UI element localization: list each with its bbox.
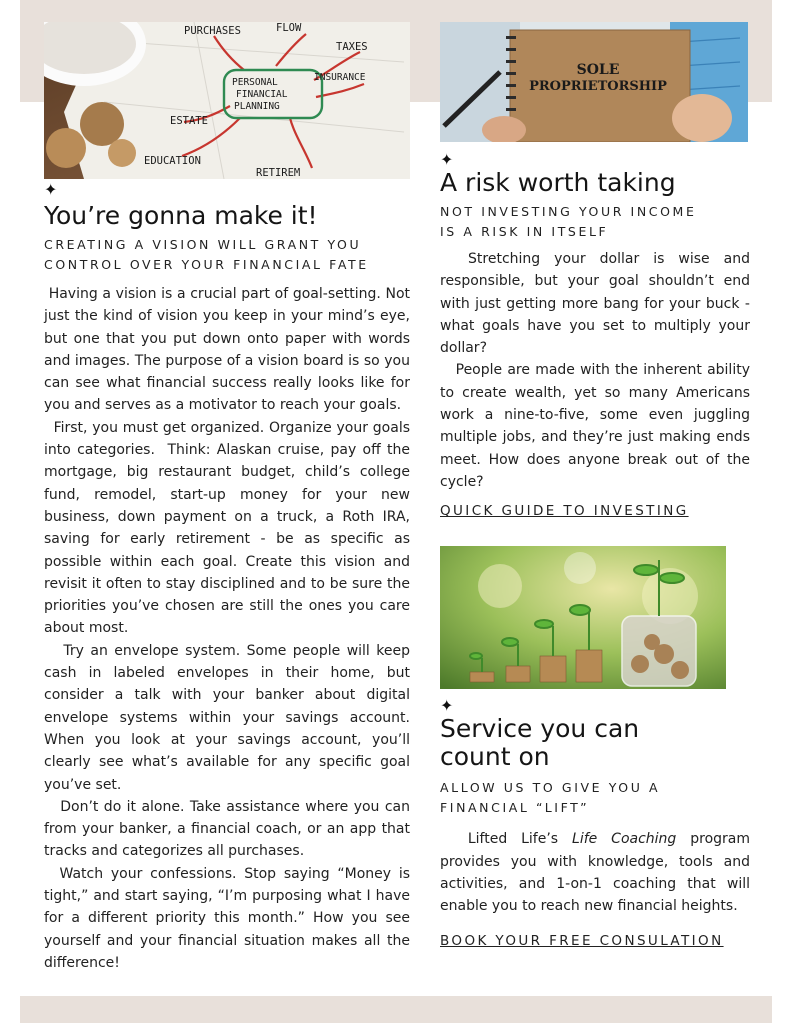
bottom-decorative-band — [20, 996, 772, 1023]
right-bottom-subtitle — [440, 778, 750, 818]
notebook-text-line-1: SOLE — [576, 62, 620, 78]
right-top-subtitle-line-2: IS A RISK IN ITSELF — [440, 224, 609, 239]
left-paragraph-4: Don’t do it alone. Take assistance where you can from your banker, a financial coach, or an app that tracks and categorizes all purchases. — [44, 798, 415, 860]
left-paragraph-1: Having a vision is a crucial part of goal-setting. Not just the kind of vision you keep in your mind’s eye, but one that you put down onto paper with words and images. The purpose of a vision board is so you can see what financial success really looks like for you and serves as a motivator to reach your goals. — [44, 286, 415, 414]
sparkle-icon: ✦ — [440, 696, 454, 716]
notebook-illustration — [440, 22, 748, 142]
sketch-word-purchases: PURCHASES — [184, 25, 241, 37]
right-bottom-headline — [440, 715, 750, 771]
left-paragraph-2: First, you must get organized. Organize your goals into categories. Think: Alaskan cruise, pay off the mortgage, big restaurant budget, child’s college fund, remodel, start-up money for your new business, down payment on a truck, a Roth IRA, saving for early retirement - be as specific as possible within each goal. Create this vision and revisit it often to stay disciplined and to be sure the priorities you’ve chosen are still the ones you care about most. — [44, 419, 415, 637]
right-bottom-body — [440, 828, 755, 917]
right-bottom-subtitle-line-1: ALLOW US TO GIVE YOU A — [440, 780, 661, 796]
financial-planning-photo — [44, 22, 410, 179]
right-top-headline: A risk worth taking — [440, 168, 676, 197]
sketch-word-personal: PERSONAL — [232, 77, 278, 88]
right-top-subtitle-line-1: NOT INVESTING YOUR INCOME — [440, 204, 697, 219]
sketch-word-taxes: TAXES — [336, 41, 368, 53]
right-top-paragraph-2: People are made with the inherent ability to create wealth, yet so many Americans work a nine-to-five, some even juggling multiple jobs, and they’re just making ends meet. How does anyone break out of the cycle? — [440, 362, 755, 490]
left-headline: You’re gonna make it! — [44, 201, 318, 230]
left-column — [44, 22, 415, 974]
right-bottom-paragraph-post: program provides you with knowledge, tools and activities, and 1-on-1 coaching that will enable you to reach new financial heights. — [440, 831, 755, 915]
book-free-consultation-link[interactable]: BOOK YOUR FREE CONSULATION — [440, 933, 724, 950]
left-paragraph-5: Watch your confessions. Stop saying “Money is tight,” and start saying, “I’m purposing what I have for a different priority this month.” How you see yourself and your financial situation makes all the difference! — [44, 865, 415, 971]
left-paragraph-3: Try an envelope system. Some people will keep cash in labeled envelopes in their home, but consider a talk with your banker about digital envelope systems within your savings account. When you look at your savings account, you’ll clearly see what’s available for any specific goal you’ve set. — [44, 642, 415, 793]
sketch-word-education: EDUCATION — [144, 155, 201, 167]
right-bottom-subtitle-line-2: FINANCIAL “LIFT” — [440, 800, 590, 816]
right-bottom-paragraph — [440, 828, 755, 917]
right-bottom-headline-line-2: count on — [440, 742, 550, 772]
right-bottom-paragraph-pre: Lifted Life’s — [440, 831, 573, 848]
left-subtitle-line-1: CREATING A VISION WILL GRANT YOU — [44, 237, 362, 252]
sketch-word-planning: PLANNING — [234, 101, 280, 112]
sketch-word-insurance: INSURANCE — [314, 72, 366, 83]
left-subtitle-line-2: CONTROL OVER YOUR FINANCIAL FATE — [44, 257, 369, 272]
sketch-word-financial: FINANCIAL — [236, 89, 288, 100]
sparkle-icon: ✦ — [440, 150, 454, 169]
sparkle-icon: ✦ — [44, 180, 58, 199]
sketch-word-flow: FLOW — [276, 22, 302, 34]
right-top-body — [440, 248, 755, 493]
sketch-word-estate: ESTATE — [170, 115, 208, 127]
right-bottom-headline-line-1: Service you can — [440, 714, 640, 744]
sole-proprietorship-photo — [440, 22, 748, 142]
left-subtitle — [44, 235, 410, 275]
life-coaching-term: Life Coaching — [572, 831, 677, 848]
sketch-word-retirement: RETIREM — [256, 167, 301, 179]
financial-planning-illustration — [44, 22, 410, 179]
right-top-subtitle — [440, 202, 750, 242]
coins-plants-illustration — [440, 546, 726, 689]
coin-growth-photo — [440, 546, 726, 689]
notebook-text-line-2: PROPRIETORSHIP — [529, 79, 667, 94]
left-body — [44, 283, 415, 974]
right-column — [440, 22, 755, 950]
right-top-paragraph-1: Stretching your dollar is wise and responsible, but your goal shouldn’t end with just getting more bang for your buck - what goals have you set to multiply your dollar? — [440, 251, 755, 357]
quick-guide-to-investing-link[interactable]: QUICK GUIDE TO INVESTING — [440, 503, 689, 520]
